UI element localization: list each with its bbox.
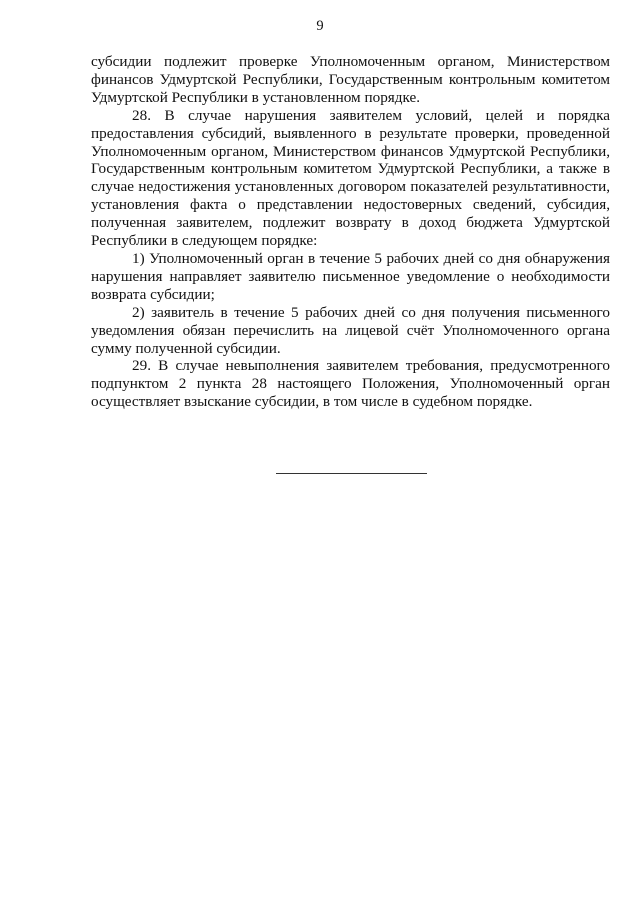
paragraph-28-item-1: 1) Уполномоченный орган в течение 5 рабочих дней со дня обнаружения нарушения направляет заявителю письменное уведомление о необходимости возврата субсидии; xyxy=(91,249,610,303)
paragraph-28-item-2: 2) заявитель в течение 5 рабочих дней со дня получения письменного уведомления обязан перечислить на лицевой счёт Уполномоченного органа сумму полученной субсидии. xyxy=(91,303,610,357)
page-number: 9 xyxy=(316,18,324,34)
end-of-text-rule xyxy=(276,473,427,474)
paragraph-28: 28. В случае нарушения заявителем условий, целей и порядка предоставления субсидий, выявленного в результате проверки, проведенной Уполномоченным органом, Министерством финансов Удмуртской Республики, Государственным контрольным комитетом Удмуртской Республики, а также в случае недостижения установленных договором показателей результативности, установления факта о представлении недостоверных сведений, субсидия, полученная заявителем, подлежит возврату в доход бюджета Удмуртской Республики в следующем порядке: xyxy=(91,106,610,250)
paragraph-continuation: субсидии подлежит проверке Уполномоченным органом, Министерством финансов Удмуртской Республики, Государственным контрольным комитетом Удмуртской Республики в установленном порядке. xyxy=(91,53,610,106)
document-body xyxy=(91,53,610,411)
paragraph-29: 29. В случае невыполнения заявителем требования, предусмотренного подпунктом 2 пункта 28 настоящего Положения, Уполномоченный орган осуществляет взыскание субсидии, в том числе в судебном порядке. xyxy=(91,357,610,411)
